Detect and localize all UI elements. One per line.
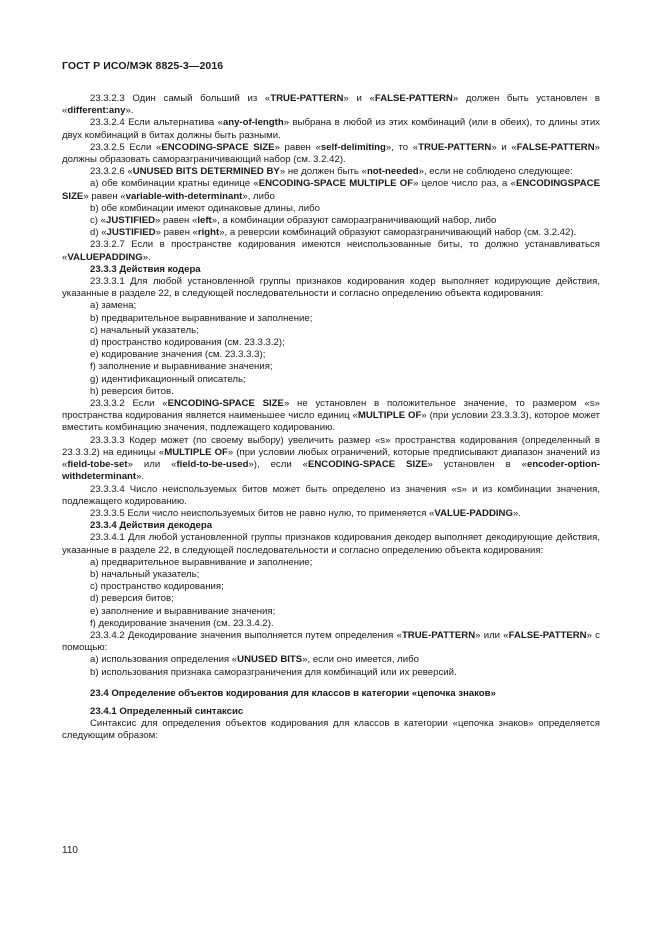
list-item: b) предварительное выравнивание и заполнение; (90, 312, 313, 324)
paragraph: 23.3.4.2 Декодирование значения выполняется путем определения «TRUE-PATTERN» или «FALSE-PATTERN» с помощью: (62, 629, 600, 654)
list-item: e) кодирование значения (см. 23.3.3.3); (90, 349, 266, 361)
list-item: g) идентификационный описатель; (90, 373, 246, 385)
paragraph: a) обе комбинации кратны единице «ENCODING-SPACE MULTIPLE OF» целое число раз, а «ENCODINGSPACE SIZE» равен «variable-with-determinant», либо (62, 178, 600, 202)
paragraph: 23.3.3.2 Если «ENCODING-SPACE SIZE» не установлен в положительное значение, то размером «s» пространства кодирования является наименьшее число единиц «MULTIPLE OF» (при условии 23.3.3.3), которое может вместить комбинацию значения, подлежащего кодированию. (62, 398, 601, 434)
section-heading: 23.4 Определение объектов кодирования для классов в категории «цепочка знаков» (90, 687, 496, 699)
paragraph: Синтаксис для определения объектов кодирования для классов в категории «цепочка знаков» определяется следующим образом: (62, 718, 600, 742)
paragraph: 23.3.2.7 Если в пространстве кодирования имеются неиспользованные биты, то должно устанавливаться «VALUEPADDING». (62, 239, 600, 263)
list-item: a) предварительное выравнивание и заполнение; (90, 556, 313, 568)
paragraph: 23.3.2.3 Один самый больший из «TRUE-PATTERN» и «FALSE-PATTERN» должен быть установлен в «different:any». (62, 93, 600, 117)
list-item: f) заполнение и выравнивание значения; (90, 361, 273, 373)
list-item: b) обе комбинации имеют одинаковые длины, либо (90, 202, 320, 214)
list-item: c) пространство кодирования; (90, 581, 224, 593)
list-item: c) начальный указатель; (90, 324, 199, 336)
list-item: b) начальный указатель; (90, 568, 200, 580)
paragraph: d) «JUSTIFIED» равен «right», а реверсии комбинаций образуют саморазграничивающий набор (см. 3.2.42). (90, 227, 577, 239)
page-number: 110 (62, 845, 78, 856)
paragraph: 23.3.4.1 Для любой установленной группы признаков кодирования декодер выполняет декодирующие действия, указанные в разделе 22, в следующей последовательности и согласно определению объекта кодирования: (62, 532, 600, 556)
list-item: a) замена; (90, 300, 137, 312)
document-body (62, 93, 600, 743)
list-item: a) использования определения «UNUSED BITS», если оно имеется, либо (90, 654, 419, 666)
paragraph: 23.3.3.3 Кодер может (по своему выбору) увеличить размер «s» пространства кодирования (определенный в 23.3.3.2) на единицы «MULTIPLE OF» (при условии любых ограничений, которые предписывают диапазон значений из «field-tobe-set» или «field-to-be-used»), если «ENCODING-SPACE SIZE» установлен в «encoder-option-withdeterminant». (62, 434, 600, 483)
section-heading: 23.3.4 Действия декодера (90, 520, 213, 532)
list-item: d) пространство кодирования (см. 23.3.3.2); (90, 337, 285, 349)
section-heading: 23.4.1 Определенный синтаксис (90, 705, 244, 717)
section-heading: 23.3.3 Действия кодера (90, 263, 201, 275)
paragraph: 23.3.3.1 Для любой установленной группы признаков кодирования кодер выполняет кодирующие действия, указанные в разделе 22, в следующей последовательности и согласно определению объекта кодирования: (62, 276, 600, 300)
list-item: d) реверсия битов; (90, 593, 174, 605)
paragraph: 23.3.2.5 Если «ENCODING-SPACE SIZE» равен «self-delimiting», то «TRUE-PATTERN» и «FALSE-PATTERN» должны образовать саморазграничивающий набор (см. 3.2.42). (62, 141, 601, 166)
paragraph: 23.3.2.6 «UNUSED BITS DETERMINED BY» не должен быть «not-needed», если не соблюдено следующее: (90, 166, 573, 178)
list-item: c) «JUSTIFIED» равен «left», а комбинации образуют саморазграничивающий набор, либо (90, 215, 497, 227)
paragraph: 23.3.3.5 Если число неиспользуемых битов не равно нулю, то применяется «VALUE-PADDING». (90, 507, 521, 519)
paragraph: 23.3.3.4 Число неиспользуемых битов может быть определено из значения «s» и из комбинации значения, подлежащего кодированию. (62, 483, 600, 507)
paragraph: 23.3.2.4 Если альтернатива «any-of-length» выбрана в любой из этих комбинаций (или в обеих), то длины этих двух комбинаций в битах должны быть разными. (62, 117, 600, 141)
list-item: h) реверсия битов. (90, 385, 174, 397)
list-item: f) декодирование значения (см. 23.3.4.2). (90, 617, 274, 629)
list-item: e) заполнение и выравнивание значения; (90, 605, 276, 617)
list-item: b) использования признака саморазграничения для комбинаций или их реверсий. (90, 666, 457, 678)
document-header: ГОСТ Р ИСО/МЭК 8825-3—2016 (62, 60, 224, 72)
